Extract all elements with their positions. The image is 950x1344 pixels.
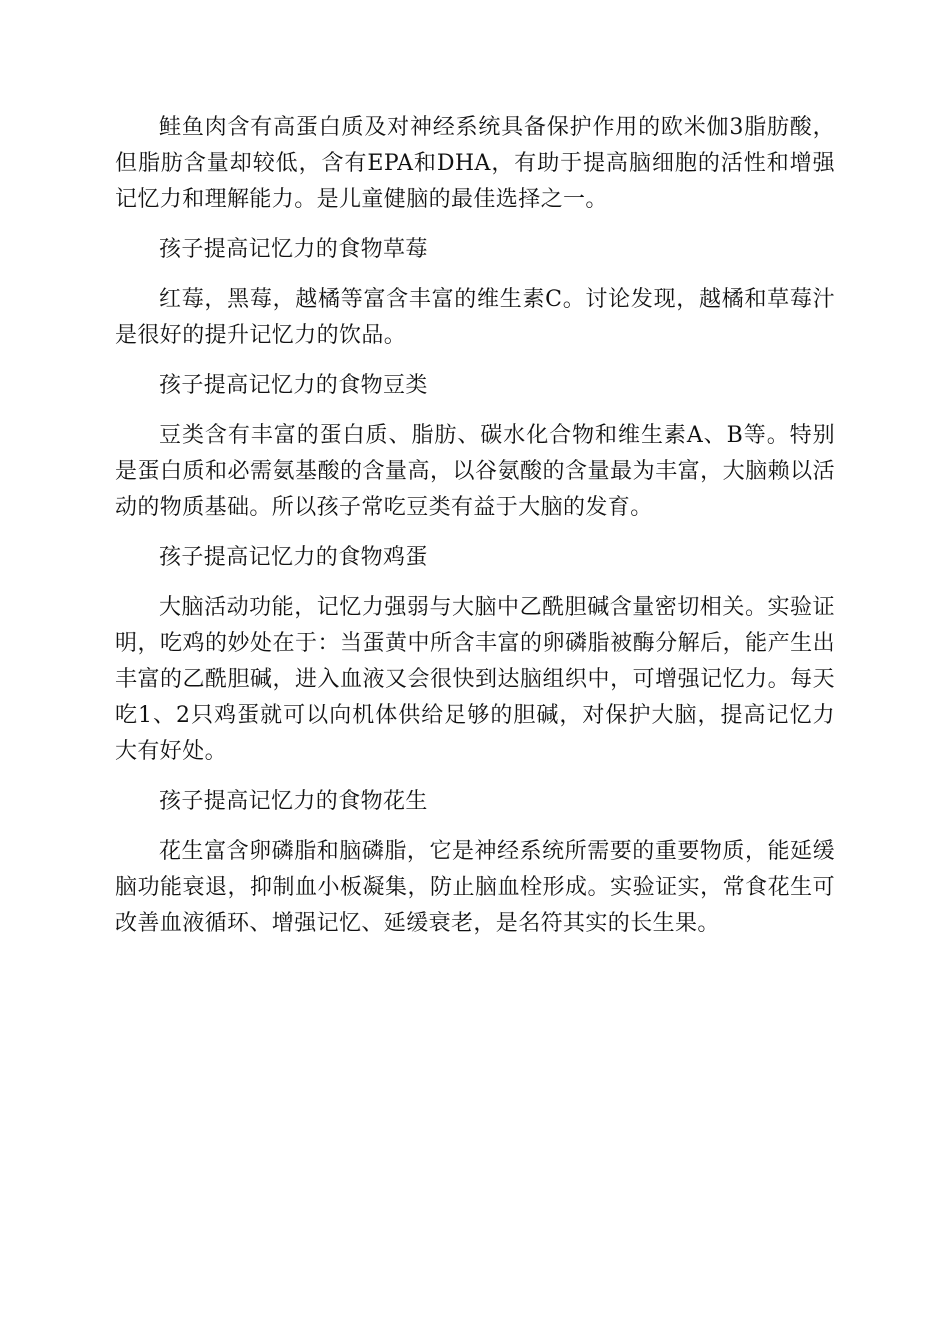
paragraph-peanuts: 花生富含卵磷脂和脑磷脂，它是神经系统所需要的重要物质，能延缓脑功能衰退，抑制血小板凝集，防止脑血栓形成。实验证实，常食花生可改善血液循环、增强记忆、延缓衰老，是名符其实的长生果。 [115, 839, 835, 936]
paragraph-eggs: 大脑活动功能，记忆力强弱与大脑中乙酰胆碱含量密切相关。实验证明，吃鸡的妙处在于：当蛋黄中所含丰富的卵磷脂被酶分解后，能产生出丰富的乙酰胆碱，进入血液又会很快到达脑组织中，可增强记忆力。每天吃1、2只鸡蛋就可以向机体供给足够的胆碱，对保护大脑，提高记忆力大有好处。 [115, 595, 835, 764]
document-body [115, 110, 835, 956]
paragraph-beans: 豆类含有丰富的蛋白质、脂肪、碳水化合物和维生素A、B等。特别是蛋白质和必需氨基酸的含量高，以谷氨酸的含量最为丰富，大脑赖以活动的物质基础。所以孩子常吃豆类有益于大脑的发育。 [115, 423, 835, 520]
heading-eggs: 孩子提高记忆力的食物鸡蛋 [159, 545, 428, 570]
heading-beans: 孩子提高记忆力的食物豆类 [159, 373, 428, 398]
heading-strawberry: 孩子提高记忆力的食物草莓 [159, 237, 428, 262]
heading-peanuts: 孩子提高记忆力的食物花生 [159, 789, 428, 814]
paragraph-strawberry: 红莓，黑莓，越橘等富含丰富的维生素C。讨论发现，越橘和草莓汁是很好的提升记忆力的饮品。 [115, 287, 835, 348]
paragraph-salmon: 鲑鱼肉含有高蛋白质及对神经系统具备保护作用的欧米伽3脂肪酸，但脂肪含量却较低，含有EPA和DHA，有助于提高脑细胞的活性和增强记忆力和理解能力。是儿童健脑的最佳选择之一。 [115, 115, 835, 212]
